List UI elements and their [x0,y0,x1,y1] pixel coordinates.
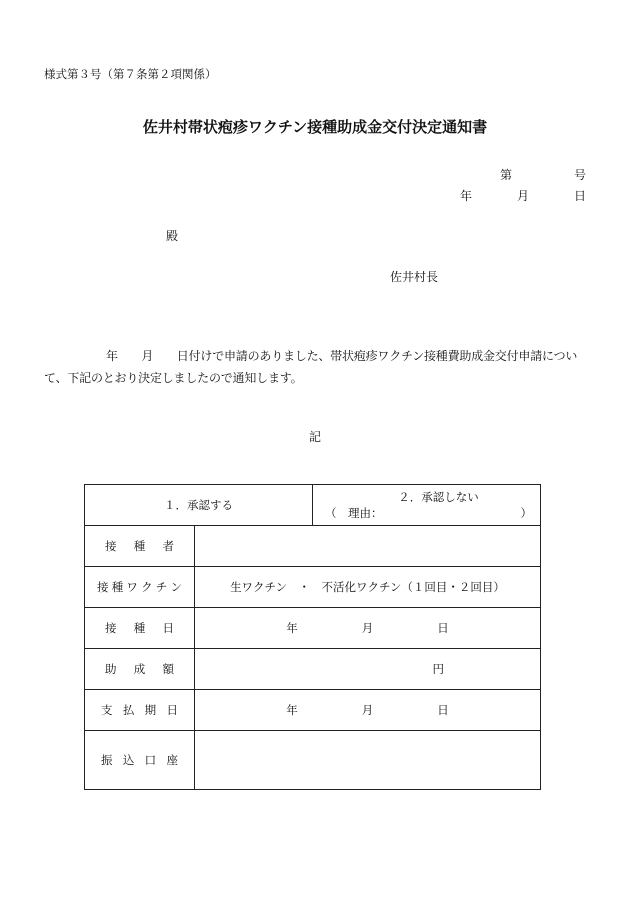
subsidy-amount-value[interactable]: 円 [195,649,541,690]
notice-body: 年 月 日付けで申請のありました、帯状疱疹ワクチン接種費助成金交付申請について、下記のとおり決定しましたので通知します。 [44,349,578,385]
deny-cell [313,485,541,526]
addressee: 殿 [166,229,179,243]
decision-row [85,485,541,526]
vaccination-date-label: 接 種 日 [85,608,195,649]
document-number-suffix: 号 [573,168,586,182]
table-row [85,567,541,608]
issue-date [460,187,586,204]
bank-account-value[interactable] [195,731,541,790]
reason-open: （ 理由： [325,506,383,520]
table-row [85,526,541,567]
issue-date-year: 年 [460,189,473,203]
deny-reason [313,505,540,521]
table-row [85,731,541,790]
reason-close: ） [520,506,532,520]
bank-account-label: 振 込 口 座 [85,731,195,790]
ki-heading: 記 [308,430,321,444]
payment-date-value[interactable]: 年 月 日 [195,690,541,731]
payment-date-label: 支 払 期 日 [85,690,195,731]
recipient-value[interactable] [195,526,541,567]
decision-table [84,484,541,790]
table-row [85,649,541,690]
issue-date-day: 日 [573,189,586,203]
document-number [500,166,586,183]
subsidy-amount-label: 助 成 額 [85,649,195,690]
form-number: 様式第３号（第７条第２項関係） [44,67,217,81]
vaccine-value[interactable]: 生ワクチン ・ 不活化ワクチン（１回目・２回目） [195,567,541,608]
approve-cell [85,485,313,526]
vaccination-date-value[interactable]: 年 月 日 [195,608,541,649]
deny-label: ２．承認しない [398,490,479,504]
document-title: 佐井村帯状疱疹ワクチン接種助成金交付決定通知書 [142,118,488,136]
document-number-label: 第 [500,168,513,182]
vaccine-label: 接 種 ワ ク チ ン [85,567,195,608]
issue-date-month: 月 [516,189,529,203]
table-row [85,608,541,649]
recipient-label: 接 種 者 [85,526,195,567]
issuer: 佐井村長 [390,270,439,284]
approve-label: １．承認する [164,498,233,512]
table-row [85,690,541,731]
